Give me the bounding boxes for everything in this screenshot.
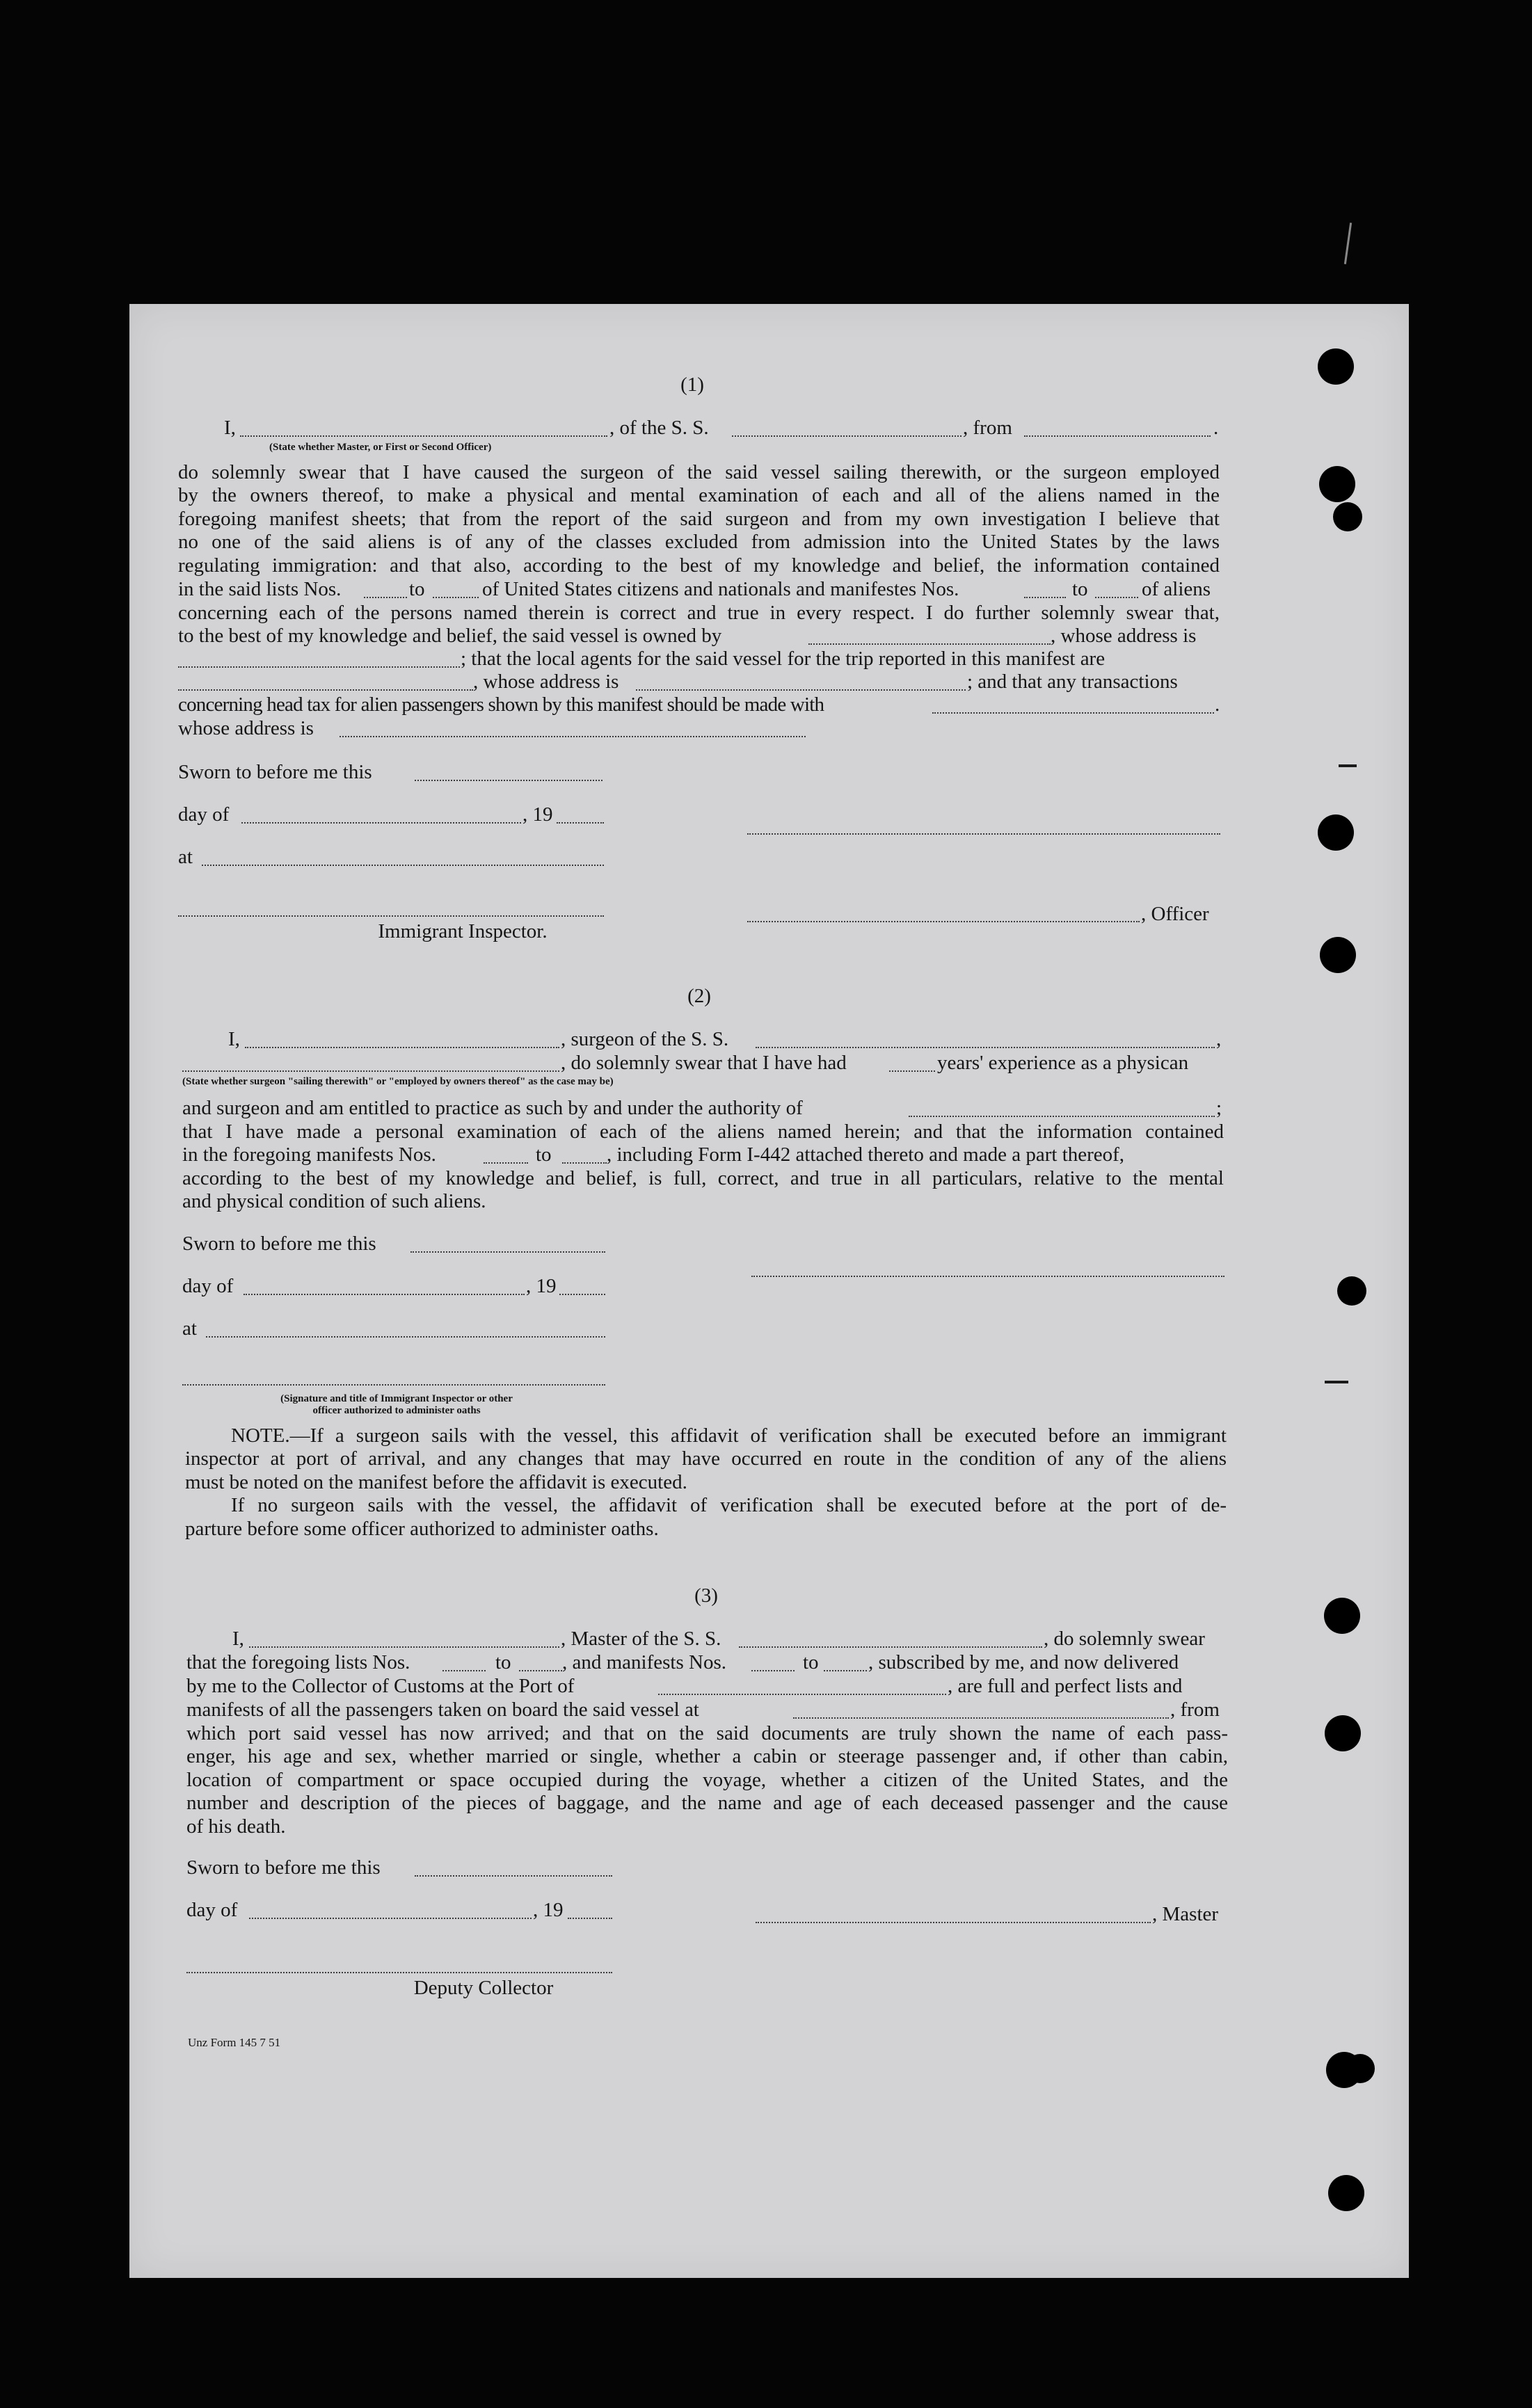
years-experience-label: years' experience as a physican [937,1052,1189,1074]
signature-note: officer authorized to administer oaths [312,1405,481,1416]
sworn-label: Sworn to before me this [182,1233,376,1255]
section-3-number: (3) [694,1584,718,1607]
sworn-year-field[interactable] [568,1918,612,1919]
signature-note: (Signature and title of Immigrant Inspector or other [280,1393,513,1404]
year-prefix-label: , 19 [533,1899,564,1921]
oath-line: foregoing manifest sheets; that from the report of the said surgeon and from my own investigation I believe that [178,507,1220,530]
transactions-label: ; and that any transactions [967,671,1178,693]
surgeon-of-ss-label: , surgeon of the S. S. [561,1028,729,1050]
note-line: must be noted on the manifest before the affidavit is executed. [185,1470,687,1493]
form-i442-label: , including Form I-442 attached thereto and made a part thereof, [607,1143,1125,1166]
taken-on-board-label: manifests of all the passengers taken on board the said vessel at [186,1699,699,1721]
officer-title-field[interactable] [747,921,1140,922]
of-ss-label: , of the S. S. [609,417,709,439]
surgeon-manifests-to-field[interactable] [562,1162,607,1164]
agents-address-label: , whose address is [473,671,619,693]
binder-hole [1328,2175,1364,2211]
oath-line: and physical condition of such aliens. [182,1190,486,1213]
years-experience-field[interactable] [889,1070,935,1072]
scratch-mark [1325,1381,1348,1383]
officer-signature-field[interactable] [747,833,1220,835]
whose-address-label: , whose address is [1051,625,1197,647]
binder-hole [1337,1276,1366,1306]
note-paragraph [185,1424,1227,1541]
port-of-label: by me to the Collector of Customs at the Port of [186,1675,575,1697]
manifests-to-field[interactable] [1095,597,1138,598]
scratch-mark [1339,764,1357,767]
oath-continuation [178,602,1220,625]
manifests-nos-label: , and manifests Nos. [562,1651,726,1673]
surgeon-status-field[interactable] [182,1070,559,1072]
lists-nos-label: that the foregoing lists Nos. [186,1651,410,1673]
sworn-day-field[interactable] [410,1251,605,1253]
year-prefix-label: , 19 [526,1275,557,1297]
line-end-period: . [1213,417,1219,439]
officer-i-label: I, [224,417,236,439]
citizens-manifests-label: of United States citizens and nationals and manifestes Nos. [482,578,959,600]
examination-line [182,1121,1224,1143]
line-end-comma: , [1216,1028,1222,1050]
officer-name-field[interactable] [240,435,607,437]
owner-address-field[interactable] [178,666,460,668]
binder-hole [1319,466,1355,502]
binder-hole [1325,1715,1361,1751]
binder-hole [1333,502,1362,531]
oath-line: do solemnly swear that I have caused the surgeon of the said vessel sailing therewith, or the surgeon employed [178,461,1220,483]
oath-line: of his death. [186,1815,286,1838]
administering-officer-field[interactable] [182,1384,605,1386]
binder-hole [1318,814,1354,851]
head-tax-address-field[interactable] [340,736,806,737]
binder-hole [1346,2054,1375,2083]
agents-address-field[interactable] [636,689,966,691]
section-1-number: (1) [680,374,704,396]
oath-line: that I have made a personal examination of each of the aliens named herein; and that the information contained [182,1121,1224,1143]
surgeon-signature-field[interactable] [751,1276,1224,1277]
manifests-to-field[interactable] [824,1670,867,1671]
manifests-nos-label: in the foregoing manifests Nos. [182,1143,436,1166]
binder-hole [1318,348,1354,385]
sworn-month-field[interactable] [241,822,521,824]
sworn-label: Sworn to before me this [186,1856,381,1879]
note-line: inspector at port of arrival, and any changes that may have occurred en route in the condition of any of the aliens [185,1447,1227,1470]
master-name-field[interactable] [249,1646,559,1648]
local-agents-label: ; that the local agents for the said vessel for the trip reported in this manifest are [461,648,1106,670]
sworn-year-field[interactable] [557,822,604,824]
manifests-from-field[interactable] [1024,597,1066,598]
surgeon-status-note: (State whether surgeon "sailing therewith" or "employed by owners thereof" as the case may be) [182,1076,614,1087]
port-field[interactable] [658,1694,946,1695]
sworn-place-field[interactable] [206,1336,605,1338]
section-1-oath-paragraph [178,461,1220,577]
sworn-year-field[interactable] [559,1294,605,1295]
note-line: NOTE.—If a surgeon sails with the vessel, this affidavit of verification shall be executed before an immigrant [231,1424,1227,1447]
surgeon-manifests-from-field[interactable] [484,1162,528,1164]
solemnly-swear-label: , do solemnly swear that I have had [561,1052,847,1074]
binder-hole [1324,1598,1360,1634]
at-label: at [178,846,193,868]
inspector-signature-field[interactable] [178,915,604,917]
from-label: , from [963,417,1012,439]
section-2-closing [182,1167,1224,1214]
at-label: at [182,1317,197,1340]
lists-nos-label: in the said lists Nos. [178,578,342,600]
oath-line: concerning each of the persons named therein is correct and true in every respect. I do further solemnly swear that, [178,602,1220,624]
master-vessel-field[interactable] [739,1646,1042,1648]
master-label: , Master [1152,1903,1219,1925]
subscribed-label: , subscribed by me, and now delivered [868,1651,1179,1673]
line-end-semicolon: ; [1216,1097,1222,1119]
manifests-from-field[interactable] [751,1670,795,1671]
binder-hole [1320,937,1356,973]
from-label: , from [1170,1699,1220,1721]
from-port-field[interactable] [1024,435,1211,437]
surgeon-name-field[interactable] [245,1047,559,1048]
sworn-day-field[interactable] [415,780,603,781]
master-signature-field[interactable] [756,1922,1151,1923]
deputy-collector-signature-field[interactable] [186,1972,612,1973]
full-perfect-label: , are full and perfect lists and [948,1675,1183,1697]
surgeon-vessel-field[interactable] [756,1047,1215,1048]
to-label: to [495,1651,511,1673]
to-label: to [409,578,425,600]
oath-line: number and description of the pieces of baggage, and the name and age of each deceased passenger and the cause [186,1792,1228,1815]
master-of-ss-label: , Master of the S. S. [561,1628,721,1650]
oath-line: which port said vessel has now arrived; and that on the said documents are truly shown the name of each pass- [186,1722,1228,1744]
lists-from-field[interactable] [442,1670,486,1671]
of-aliens-label: of aliens [1142,578,1211,600]
local-agents-field[interactable] [178,689,473,691]
oath-line: no one of the said aliens is of any of the classes excluded from admission into the United States by the laws [178,531,1220,554]
to-label: to [1072,578,1088,600]
sworn-day-field[interactable] [415,1875,612,1877]
sworn-month-field[interactable] [244,1294,525,1295]
solemnly-swear-label: , do solemnly swear [1044,1628,1205,1650]
year-prefix-label: , 19 [522,803,553,826]
oath-line: according to the best of my knowledge and belief, is full, correct, and true in all particulars, relative to the mental [182,1167,1224,1189]
note-line: parture before some officer authorized to administer oaths. [185,1517,659,1540]
line-end-period: . [1215,693,1220,716]
note-line: If no surgeon sails with the vessel, the affidavit of verification shall be executed before at the port of de- [231,1494,1227,1517]
authority-label: and surgeon and am entitled to practice as such by and under the authority of [182,1097,803,1119]
scratch-mark [1344,223,1352,264]
lists-from-field[interactable] [364,597,407,598]
oath-line: by the owners thereof, to make a physical and mental examination of each and all of the aliens named in the [178,484,1220,507]
day-of-label: day of [178,803,230,826]
to-label: to [536,1143,552,1166]
lists-to-field[interactable] [433,597,479,598]
vessel-name-field[interactable] [732,435,962,437]
oath-line: regulating immigration: and that also, according to the best of my knowledge and belief, the information contained [178,554,1220,577]
vessel-owner-field[interactable] [808,643,1051,645]
officer-label: , Officer [1141,903,1209,925]
sworn-label: Sworn to before me this [178,761,372,783]
sworn-month-field[interactable] [249,1918,532,1919]
head-tax-contact-field[interactable] [932,712,1214,714]
head-tax-address-label: whose address is [178,717,314,739]
sworn-place-field[interactable] [202,865,604,866]
master-i-label: I, [232,1628,244,1650]
owned-by-label: to the best of my knowledge and belief, the said vessel is owned by [178,625,722,647]
section-2-number: (2) [687,985,711,1007]
to-label: to [803,1651,819,1673]
day-of-label: day of [182,1275,234,1297]
surgeon-i-label: I, [228,1028,240,1050]
deputy-collector-label: Deputy Collector [413,1977,554,1999]
lists-to-field[interactable] [519,1670,562,1671]
head-tax-label: concerning head tax for alien passengers shown by this manifest should be made with [178,693,824,716]
boarding-port-field[interactable] [793,1717,1169,1719]
authority-field[interactable] [909,1116,1215,1117]
immigrant-inspector-label: Immigrant Inspector. [378,920,548,942]
officer-rank-note: (State whether Master, or First or Second Officer) [269,442,492,453]
oath-line: enger, his age and sex, whether married or single, whether a cabin or steerage passenger and, if other than cabin, [186,1745,1228,1768]
day-of-label: day of [186,1899,238,1921]
section-3-oath-paragraph [186,1722,1228,1838]
form-number: Unz Form 145 7 51 [188,2036,281,2049]
oath-line: location of compartment or space occupied during the voyage, whether a citizen of the United States, and the [186,1768,1228,1791]
